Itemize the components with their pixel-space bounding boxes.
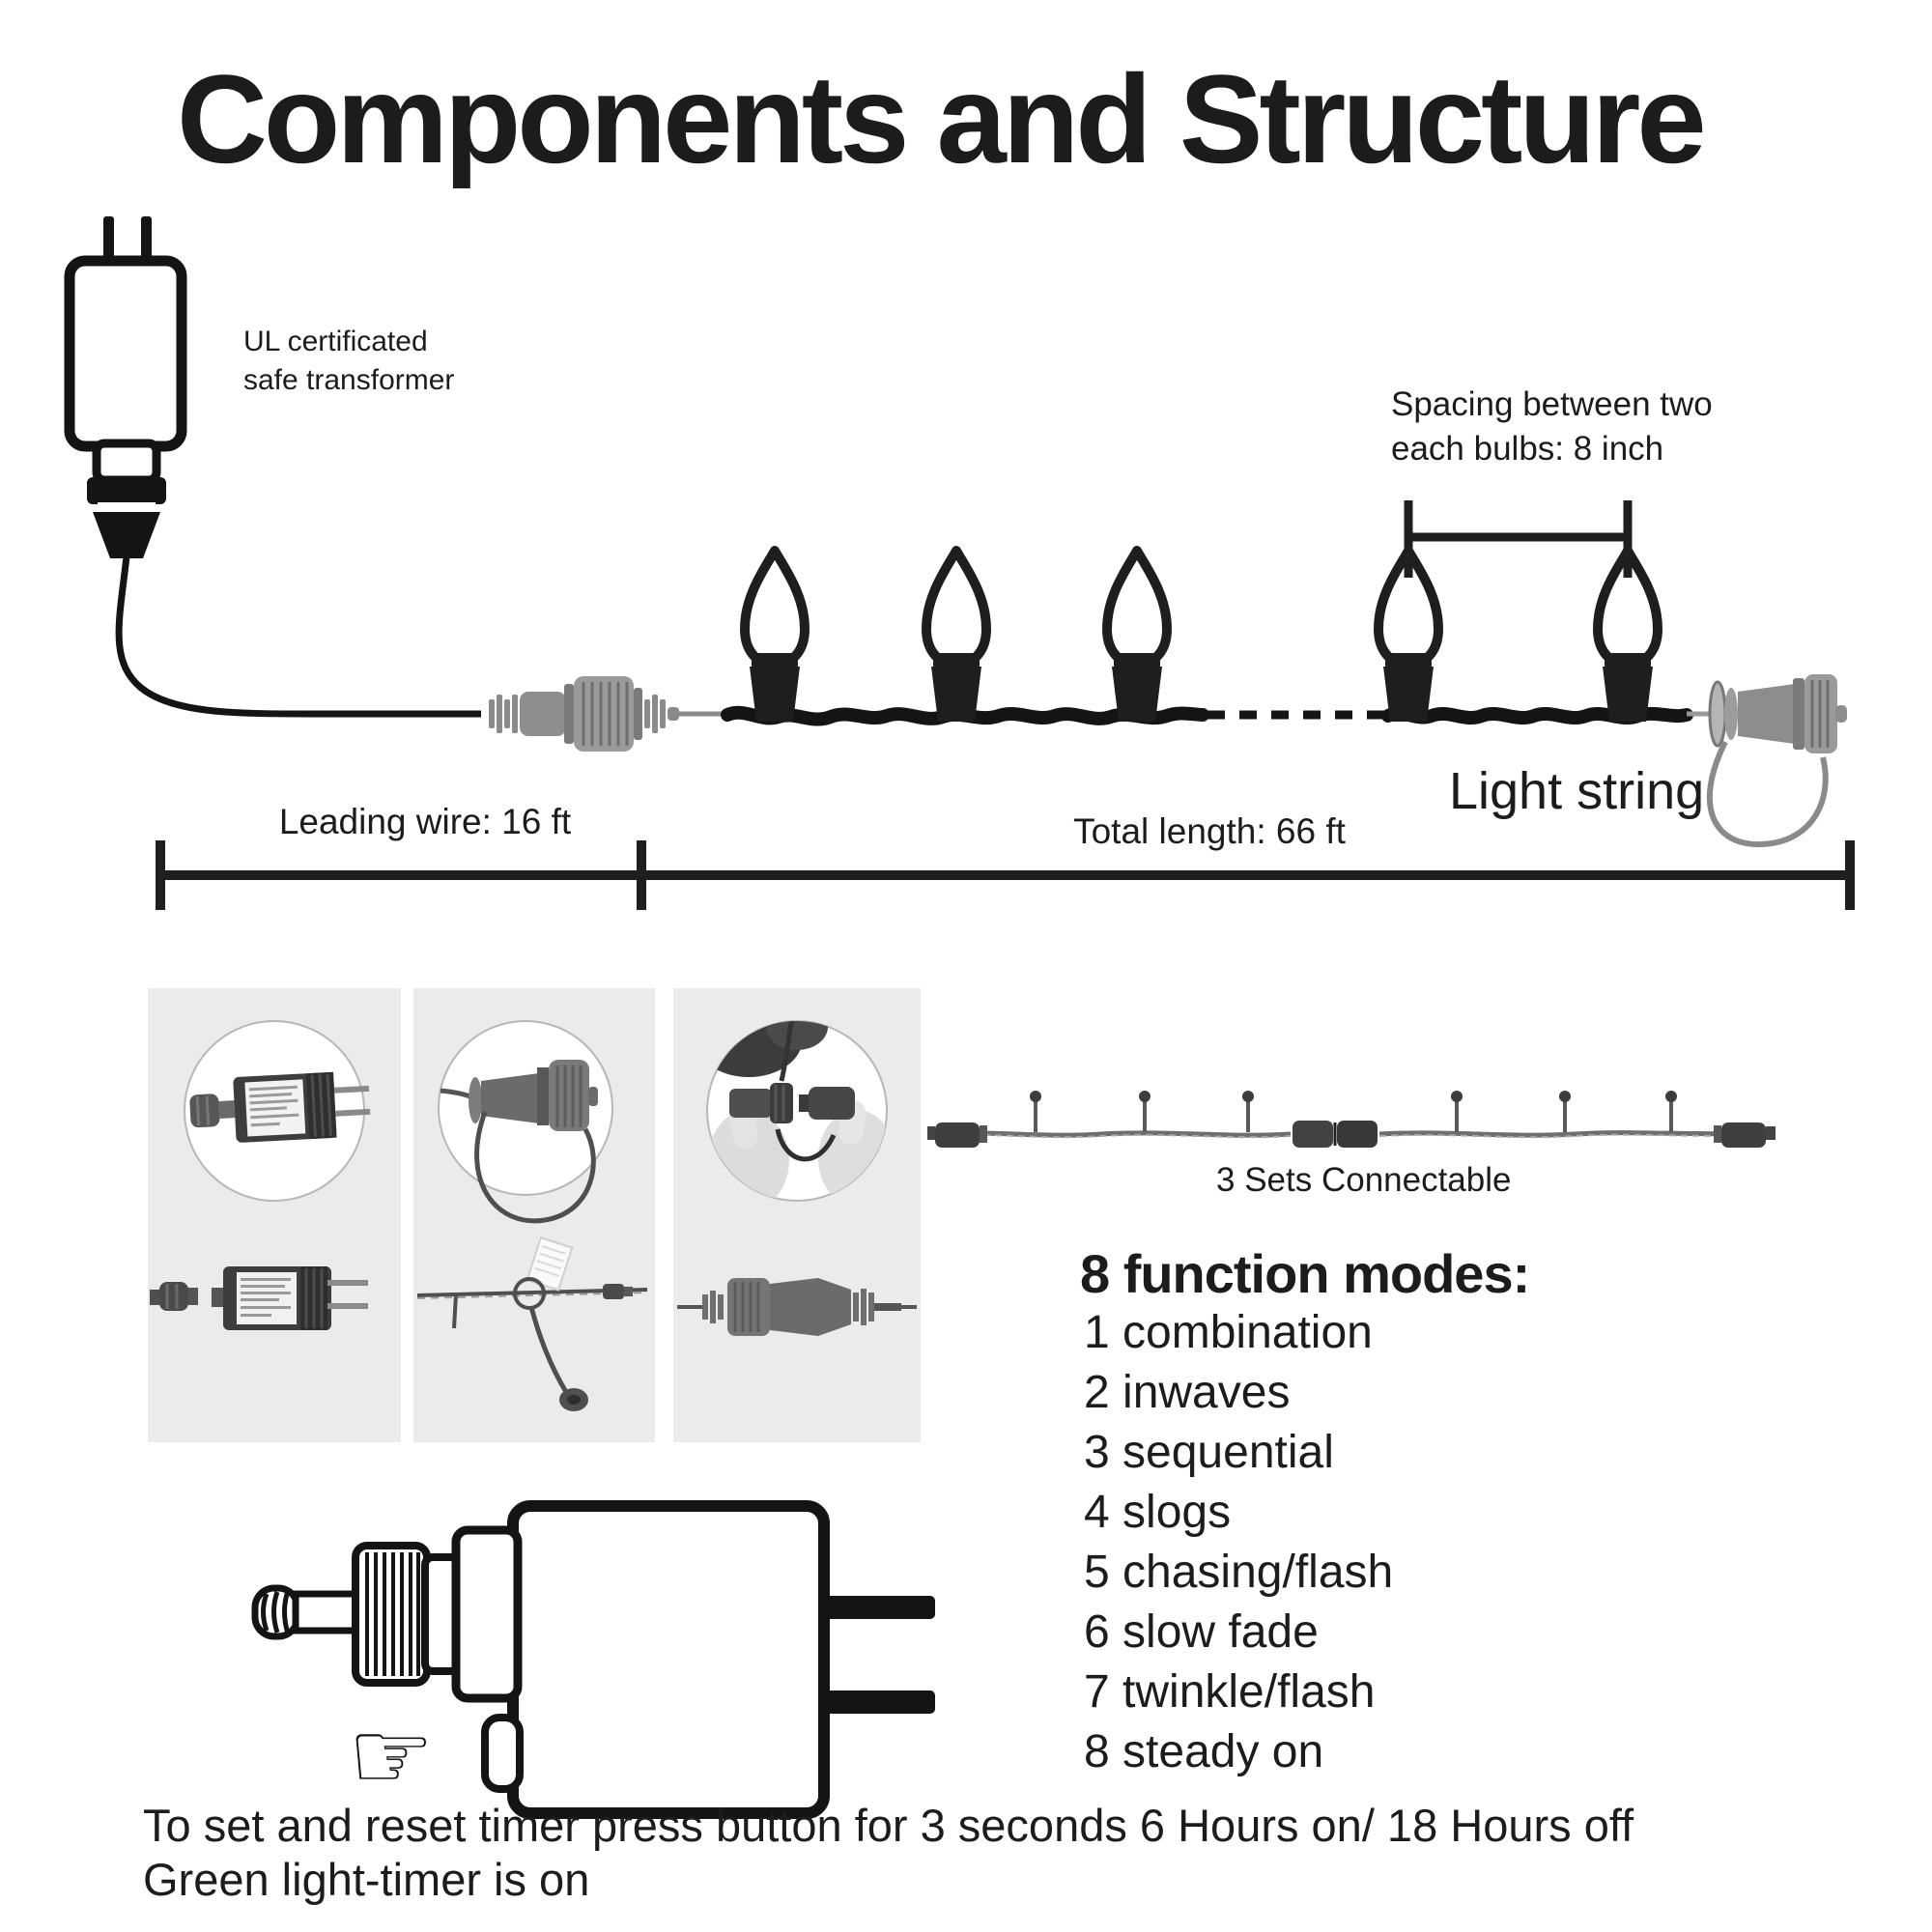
mode-item-2: 2 inwaves: [1084, 1367, 1291, 1418]
connector-cap-photo: [413, 988, 655, 1442]
mode-item-7: 7 twinkle/flash: [1084, 1666, 1376, 1718]
mode-item-8: 8 steady on: [1084, 1726, 1324, 1777]
footer-instruction-line1: To set and reset timer press button for 3 seconds 6 Hours on/ 18 Hours off: [143, 1800, 1634, 1851]
connecting-photo: [673, 988, 921, 1442]
joined-connector-icon: [677, 1278, 917, 1336]
pointing-hand-icon: ☞: [348, 1699, 435, 1812]
timer-button: [485, 1718, 520, 1789]
prong-top: [821, 1596, 935, 1619]
mode-item-5: 5 chasing/flash: [1084, 1547, 1394, 1598]
controller-plug-assembly: [255, 1530, 518, 1698]
photo-panel-adapter: [148, 988, 401, 1442]
bulb-2: [926, 551, 986, 722]
lead-wire: [119, 556, 481, 714]
transformer-label-line2: safe transformer: [243, 364, 455, 396]
transformer-plug-icon: [70, 216, 182, 558]
inline-connector-icon: [489, 676, 679, 752]
spacing-label-line2: each bulbs: 8 inch: [1391, 430, 1664, 468]
transformer-label: [243, 323, 454, 400]
spacing-label: [1391, 383, 1713, 471]
connectable-sets-label: 3 Sets Connectable: [1216, 1161, 1512, 1199]
adapter-photo: [148, 988, 401, 1442]
transformer-label-line1: UL certificated: [243, 326, 428, 357]
photo-panel-connector-cap: [413, 988, 655, 1442]
spacing-dimension: [1408, 500, 1628, 578]
cap-tether: [1710, 742, 1826, 844]
bulb-1: [745, 551, 805, 722]
modes-heading: 8 function modes:: [1080, 1243, 1530, 1304]
wire-loop-cap-icon: [417, 1237, 647, 1411]
footer-instruction-line2: Green light-timer is on: [143, 1854, 590, 1905]
photo-panel-connecting: [673, 988, 921, 1442]
mode-item-3: 3 sequential: [1084, 1427, 1334, 1478]
bulb-3: [1107, 551, 1167, 722]
timer-controller-diagram: [222, 1488, 947, 1826]
page-title: Components and Structure: [177, 48, 1703, 189]
light-string-label: Light string: [1449, 762, 1705, 820]
mode-item-4: 4 slogs: [1084, 1487, 1232, 1538]
length-dimension: [157, 840, 1853, 910]
adapter-parts-icon: [150, 1266, 368, 1330]
mode-item-6: 6 slow fade: [1084, 1606, 1319, 1658]
leading-wire-label: Leading wire: 16 ft: [278, 802, 572, 841]
mode-item-1: 1 combination: [1084, 1307, 1373, 1358]
spacing-label-line1: Spacing between two: [1391, 385, 1713, 423]
end-connector-icon: [1710, 674, 1847, 844]
controller-body: [513, 1506, 824, 1813]
prong-bottom: [821, 1690, 935, 1714]
total-length-label: Total length: 66 ft: [1073, 811, 1346, 851]
